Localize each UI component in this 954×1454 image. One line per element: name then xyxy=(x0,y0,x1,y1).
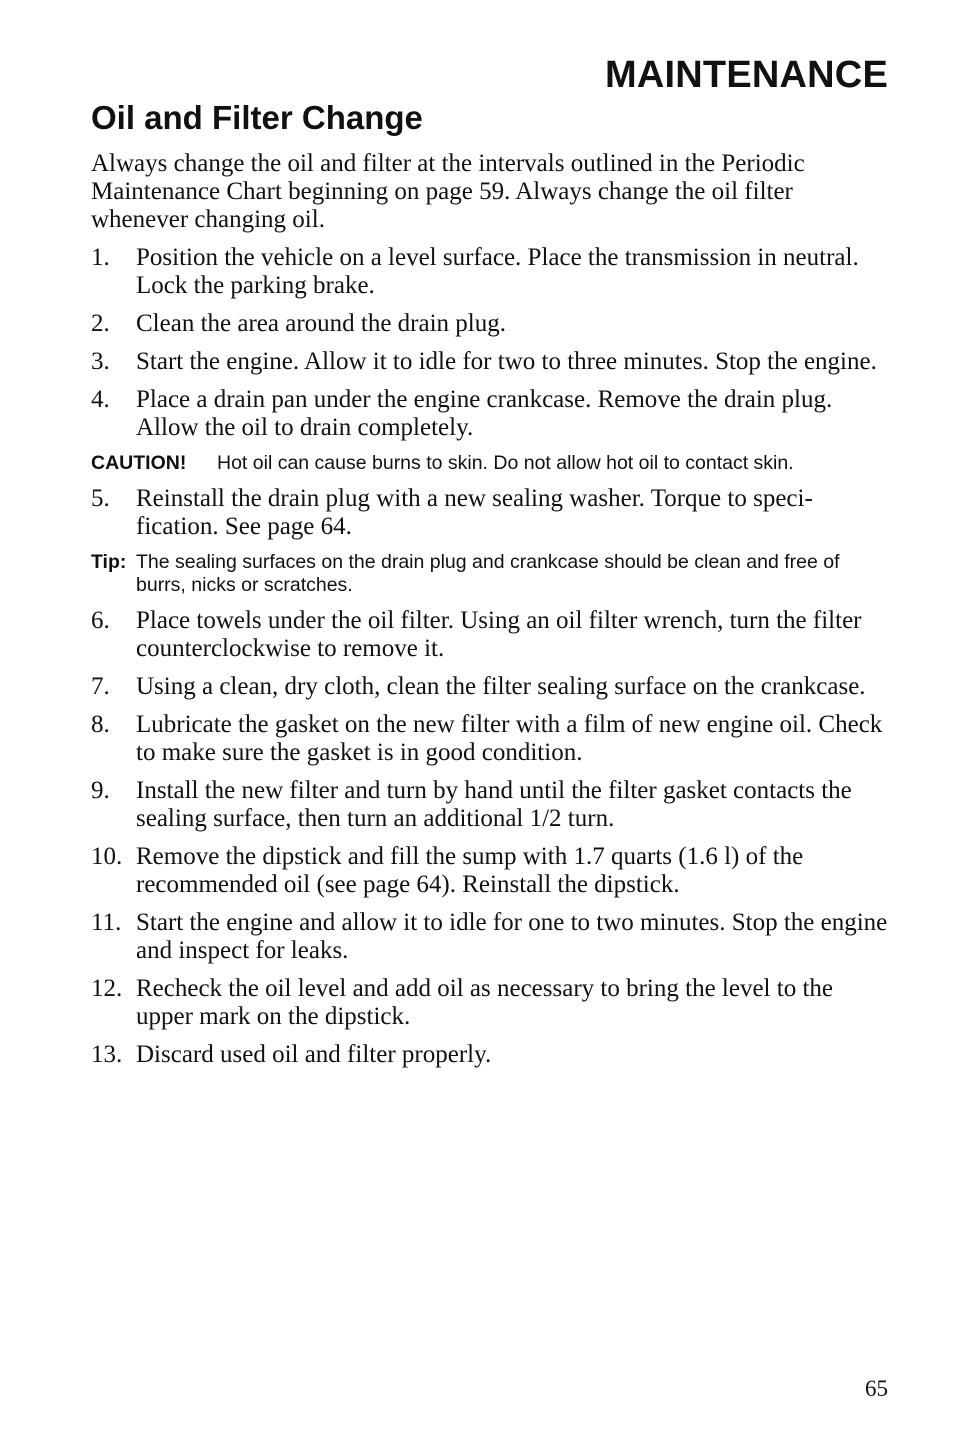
step-text: Clean the area around the drain plug. xyxy=(136,310,506,337)
step-number: 5. xyxy=(91,485,110,512)
step-5 xyxy=(91,485,891,541)
step-text: Discard used oil and filter properly. xyxy=(136,1041,492,1068)
step-number: 4. xyxy=(91,386,110,413)
step-text: Reinstall the drain plug with a new sealing washer. Torque to speci-fication. See page 64. xyxy=(136,485,813,540)
step-text: Start the engine. Allow it to idle for two to three minutes. Stop the engine. xyxy=(136,348,877,375)
step-10 xyxy=(91,843,891,899)
step-text: Start the engine and allow it to idle for one to two minutes. Stop the engine and inspect for leaks. xyxy=(136,909,888,964)
step-2 xyxy=(91,310,891,338)
tip-note xyxy=(91,551,891,597)
step-number: 1. xyxy=(91,244,110,271)
caution-text: Hot oil can cause burns to skin. Do not allow hot oil to contact skin. xyxy=(217,452,794,474)
step-number: 8. xyxy=(91,711,110,738)
step-text: Place a drain pan under the engine crankcase. Remove the drain plug. Allow the oil to drain completely. xyxy=(136,386,833,441)
step-number: 10. xyxy=(91,843,123,870)
page-content xyxy=(91,98,891,1079)
page-title: Oil and Filter Change xyxy=(91,99,423,136)
step-9 xyxy=(91,777,891,833)
section-header: MAINTENANCE xyxy=(605,54,888,96)
page-number: 65 xyxy=(865,1376,888,1401)
step-number: 7. xyxy=(91,673,110,700)
step-number: 12. xyxy=(91,975,123,1002)
step-text: Recheck the oil level and add oil as necessary to bring the level to the upper mark on the dipstick. xyxy=(136,975,833,1030)
tip-text: The sealing surfaces on the drain plug and crankcase should be clean and free of burrs, nicks or scratches. xyxy=(136,551,840,596)
step-4 xyxy=(91,386,891,442)
step-number: 13. xyxy=(91,1041,123,1068)
step-number: 2. xyxy=(91,310,110,337)
step-3 xyxy=(91,348,891,376)
step-12 xyxy=(91,975,891,1031)
step-8 xyxy=(91,711,891,767)
step-number: 3. xyxy=(91,348,110,375)
step-number: 9. xyxy=(91,777,110,804)
step-text: Remove the dipstick and fill the sump with 1.7 quarts (1.6 l) of the recommended oil (see page 64). Reinstall the dipstick. xyxy=(136,843,804,898)
step-number: 11. xyxy=(91,909,122,936)
step-13 xyxy=(91,1041,891,1069)
step-text: Position the vehicle on a level surface. Place the transmission in neutral. Lock the parking brake. xyxy=(136,244,859,299)
step-7 xyxy=(91,673,891,701)
step-6 xyxy=(91,607,891,663)
step-number: 6. xyxy=(91,607,110,634)
caution-label: CAUTION! xyxy=(91,452,187,474)
step-1 xyxy=(91,244,891,300)
step-text: Install the new filter and turn by hand until the filter gasket contacts the sealing surface, then turn an additional 1/2 turn. xyxy=(136,777,852,832)
step-text: Place towels under the oil filter. Using an oil filter wrench, turn the filter counterclockwise to remove it. xyxy=(136,607,862,662)
step-text: Lubricate the gasket on the new filter with a film of new engine oil. Check to make sure the gasket is in good condition. xyxy=(136,711,883,766)
tip-label: Tip: xyxy=(91,551,127,573)
step-11 xyxy=(91,909,891,965)
step-text: Using a clean, dry cloth, clean the filter sealing surface on the crankcase. xyxy=(136,673,866,700)
intro-paragraph: Always change the oil and filter at the intervals outlined in the Periodic Maintenance Chart beginning on page 59. Always change the oil filter whenever changing oil. xyxy=(91,150,805,233)
caution-note xyxy=(91,452,891,475)
